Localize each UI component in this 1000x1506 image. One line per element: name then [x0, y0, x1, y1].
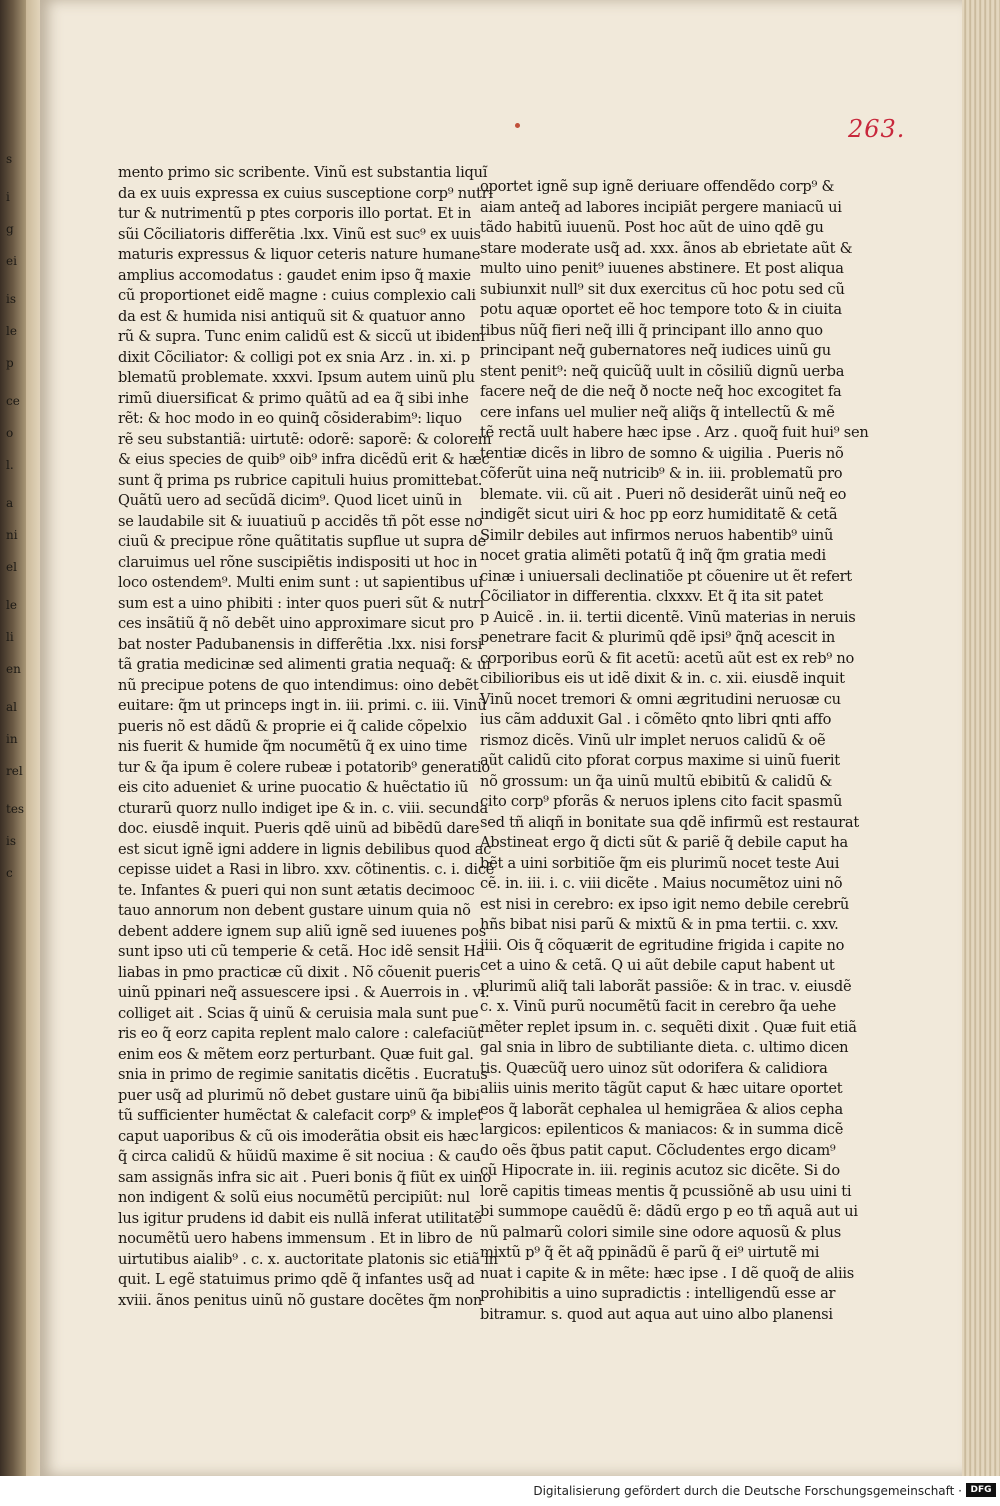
- text-line: prohibitis a uino supradictis : intelligendũ esse ar: [480, 1285, 836, 1302]
- text-line: est nisi in cerebro: ex ipso igit nemo debile cerebrũ: [480, 895, 850, 913]
- text-line: liabas in pmo practicæ cũ dixit . Nõ cõuenit pueris: [118, 963, 481, 981]
- text-line: blemate. vii. cũ ait . Pueri nõ desiderãt uinũ neq̃ eo: [480, 485, 847, 503]
- text-line: stent penit⁹: neq̃ quicũq̃ uult in cõsiliũ dignũ uerba: [480, 362, 845, 380]
- margin-fragment: al: [6, 700, 17, 714]
- margin-fragment: en: [6, 662, 21, 676]
- text-line: penetrare facit & plurimũ qdẽ ipsi⁹ q̃nq̃ acescit in: [480, 629, 836, 646]
- margin-fragment: ei: [6, 254, 17, 268]
- text-line: stare moderate usq̃ ad. xxx. ãnos ab ebrietate aũt &: [480, 239, 853, 257]
- text-line: plurimũ aliq̃ tali laborãt passiõe: & in trac. v. eiusdẽ: [480, 977, 852, 995]
- margin-fragment: g: [6, 222, 14, 236]
- text-line: cito corp⁹ pforãs & neruos iplens cito facit spasmũ: [480, 793, 843, 810]
- text-line: nocumẽtũ uero habens immensum . Et in libro de: [118, 1230, 473, 1247]
- text-line: tur & nutrimentũ p ptes corporis illo portat. Et in: [118, 205, 472, 222]
- text-line: snia in primo de regimie sanitatis dicẽtis . Eucratus: [118, 1066, 488, 1083]
- text-line: rũ & supra. Tunc enim calidũ est & siccũ ut ibidem: [118, 328, 485, 345]
- folio-number: 263.: [848, 115, 906, 143]
- text-line: nõ grossum: un q̃a uinũ multũ ebibitũ & calidũ &: [480, 772, 833, 790]
- text-line: Cõciliator in differentia. clxxxv. Et q̃ ita sit patet: [480, 588, 823, 605]
- text-line: rẽ seu substantiã: uirtutẽ: odorẽ: saporẽ: & colorem: [118, 430, 492, 448]
- text-line: tis. Quæcũq̃ uero uinoz sũt odorifera & calidiora: [480, 1059, 828, 1077]
- text-line: blematũ problemate. xxxvi. Ipsum autem uinũ plu: [118, 369, 475, 386]
- text-line: lus igitur prudens id dabit eis nullã inferat utilitatẽ: [118, 1209, 482, 1227]
- text-line: eis cito adueniet & urine puocatio & huẽctatio iũ: [118, 779, 469, 796]
- text-column-right: [480, 177, 869, 1325]
- text-line: iiii. Ois q̃ cõquærit de egritudine frigida i capite no: [480, 936, 845, 954]
- text-line: cẽ. in. iii. i. c. viii dicẽte . Maius nocumẽtoz uini nõ: [480, 875, 843, 892]
- text-line: gal snia in libro de subtiliante dieta. c. ultimo dicen: [480, 1039, 849, 1056]
- text-line: tentiæ dicẽs in libro de somno & uigilia . Pueris nõ: [480, 444, 844, 462]
- text-line: dixit Cõciliator: & colligi pot ex snia Arz . in. xi. p: [118, 348, 470, 366]
- text-line: puer usq̃ ad plurimũ nõ debet gustare uinũ q̃a bibi: [118, 1086, 480, 1104]
- text-line: bitramur. s. quod aut aqua aut uino albo planensi: [480, 1305, 833, 1323]
- text-line: aiam anteq̃ ad labores incipiãt pergere maniacũ ui: [480, 198, 842, 216]
- text-line: maturis expressus & liquor ceteris nature humane: [118, 246, 481, 263]
- text-line: nũ precipue potens de quo intendimus: oino debẽt: [118, 676, 479, 694]
- text-line: cõferũt uina neq̃ nutricib⁹ & in. iii. problematũ pro: [480, 465, 843, 482]
- margin-fragment: li: [6, 630, 14, 644]
- text-line: & eius species de quib⁹ oib⁹ infra dicẽdũ erit & hæc: [118, 451, 490, 468]
- text-line: multo uino penit⁹ iuuenes abstinere. Et post aliqua: [480, 260, 844, 277]
- text-line: est sicut ignẽ igni addere in lignis debilibus quod ac: [118, 840, 492, 858]
- margin-fragment: el: [6, 560, 17, 574]
- margin-fragment: i: [6, 190, 10, 204]
- text-line: lorẽ capitis timeas mentis q̃ pcussiõnẽ ab usu uini ti: [480, 1182, 852, 1200]
- text-line: debent addere ignem sup aliũ ignẽ sed iuuenes pos: [118, 922, 487, 940]
- footer-bar: [0, 1476, 1000, 1506]
- text-line: nis fuerit & humide q̃m nocumẽtũ q̃ ex uino time: [118, 738, 468, 755]
- text-line: tũ sufficienter humẽctat & calefacit corp⁹ & implet: [118, 1107, 483, 1124]
- text-line: c. x. Vinũ purũ nocumẽtũ facit in cerebro q̃a uehe: [480, 998, 837, 1015]
- text-line: sũi Cõciliatoris differẽtia .lxx. Vinũ est suc⁹ ex uuis: [118, 225, 481, 243]
- text-line: sum est a uino phibiti : inter quos pueri sũt & nutri: [118, 594, 484, 612]
- text-line: pueris nõ est dãdũ & proprie ei q̃ calide cõpelxio: [118, 717, 467, 735]
- margin-fragment: s: [6, 152, 13, 166]
- text-line: rismoz dicẽs. Vinũ ulr implet neruos calidũ & oẽ: [480, 731, 826, 749]
- text-line: oportet ignẽ sup ignẽ deriuare offendẽdo corp⁹ &: [480, 178, 835, 195]
- text-line: rẽt: & hoc modo in eo quinq̃ cõsiderabim⁹: liquo: [118, 410, 462, 427]
- text-line: mento primo sic scribente. Vinũ est substantia liquĩ: [118, 164, 488, 181]
- margin-fragment: l.: [6, 458, 14, 472]
- margin-fragment: le: [6, 598, 17, 612]
- text-line: tibus nũq̃ fieri neq̃ illi q̃ principant illo anno quo: [480, 321, 823, 339]
- margin-fragment: c: [6, 866, 13, 880]
- text-line: claruimus uel rõne suscipiẽtis indispositi ut hoc in: [118, 553, 478, 571]
- text-line: uinũ ppinari neq̃ assuescere ipsi . & Auerrois in . vi.: [118, 984, 490, 1001]
- text-line: te. Infantes & pueri qui non sunt ætatis decimooc: [118, 881, 475, 899]
- text-line: tauo annorum non debent gustare uinum quia nõ: [118, 902, 471, 919]
- text-line: corporibus eorũ & fit acetũ: acetũ aũt est ex reb⁹ no: [480, 649, 855, 667]
- text-line: colliget ait . Scias q̃ uinũ & ceruisia mala sunt pue: [118, 1004, 479, 1022]
- text-line: do oẽs q̃bus patit caput. Cõcludentes ergo dicam⁹: [480, 1141, 836, 1159]
- margin-fragment: is: [6, 292, 16, 306]
- ink-dot: [515, 123, 520, 128]
- digitization-credit: Digitalisierung gefördert durch die Deutsche Forschungsgemeinschaft ·: [533, 1484, 962, 1498]
- text-line: tãdo habitũ iuuenũ. Post hoc aũt de uino qdẽ gu: [480, 219, 824, 236]
- text-line: da ex uuis expressa ex cuius susceptione corp⁹ nutri: [118, 184, 493, 202]
- text-line: indigẽt sicut uiri & hoc pp eorz humiditatẽ & cetã: [480, 506, 838, 523]
- text-line: cibilioribus eis ut idẽ dixit & in. c. xii. eiusdẽ inquit: [480, 670, 845, 687]
- text-line: q̃ circa calidũ & hũidũ maxime ẽ sit nociua : & cau: [118, 1148, 481, 1165]
- text-line: xviii. ãnos penitus uinũ nõ gustare docẽtes q̃m non: [118, 1291, 483, 1309]
- text-line: cũ Hipocrate in. iii. reginis acutoz sic dicẽte. Si do: [480, 1162, 840, 1179]
- text-line: ius cãm adduxit Gal . i cõmẽto qnto libri qnti affo: [480, 711, 832, 728]
- text-line: aũt calidũ cito pforat corpus maxime si uinũ fuerit: [480, 752, 840, 769]
- text-line: potu aquæ oportet eẽ hoc tempore toto & in ciuita: [480, 301, 842, 318]
- facing-page-text-fragments: [6, 150, 24, 902]
- text-line: cturarũ quorz nullo indiget ipe & in. c. viii. secunda: [118, 799, 488, 817]
- text-line: eos q̃ laborãt cephalea ul hemigrãea & alios cepha: [480, 1100, 843, 1118]
- text-line: uirtutibus aialib⁹ . c. x. auctoritate platonis sic etiã in: [118, 1250, 498, 1268]
- text-line: cere infans uel mulier neq̃ aliq̃s q̃ intellectũ & mẽ: [480, 403, 835, 421]
- text-line: hñs bibat nisi parũ & mixtũ & in pma tertii. c. xxv.: [480, 916, 839, 933]
- text-line: sunt ipso uti cũ temperie & cetã. Hoc idẽ sensit Ha: [118, 943, 485, 960]
- text-line: bat noster Padubanensis in differẽtia .lxx. nisi forsi: [118, 635, 483, 653]
- text-line: rimũ diuersificat & primo quãtũ ad ea q̃ sibi inhe: [118, 389, 469, 407]
- text-column-left: [118, 163, 498, 1311]
- text-line: largicos: epilenticos & maniacos: & in summa dicẽ: [480, 1121, 844, 1138]
- margin-fragment: le: [6, 324, 17, 338]
- text-line: nuat i capite & in mẽte: hæc ipse . I dẽ quoq̃ de aliis: [480, 1264, 855, 1282]
- text-line: amplius accomodatus : gaudet enim ipso q̃ maxie: [118, 266, 471, 284]
- text-line: sunt q̃ prima ps rubrice capituli huius promittebat.: [118, 471, 483, 489]
- text-line: nũ palmarũ colori simile sine odore aquosũ & plus: [480, 1223, 842, 1241]
- margin-fragment: p: [6, 356, 14, 370]
- text-line: principant neq̃ gubernatores neq̃ iudices uinũ gu: [480, 342, 831, 359]
- text-line: bi summope cauẽdũ ẽ: dãdũ ergo p eo tñ aquã aut ui: [480, 1203, 858, 1220]
- text-line: cinæ i uniuersali declinatiõe pt cõuenire ut ẽt refert: [480, 567, 852, 585]
- text-line: ces insãtiũ q̃ nõ debẽt uino approximare sicut pro: [118, 615, 474, 632]
- text-line: da est & humida nisi antiquũ sit & quatuor anno: [118, 307, 466, 325]
- text-line: Vinũ nocet tremori & omni ægritudini neruosæ cu: [480, 690, 841, 708]
- text-line: euitare: q̃m ut princeps ingt in. iii. primi. c. iii. Vinũ: [118, 697, 487, 714]
- text-line: sam assignãs infra sic ait . Pueri bonis q̃ fiũt ex uino: [118, 1168, 491, 1186]
- margin-fragment: is: [6, 834, 16, 848]
- text-line: Similr debiles aut infirmos neruos habentib⁹ uinũ: [480, 526, 834, 544]
- text-line: cepisse uidet a Rasi in libro. xxv. cõtinentis. c. i. dicẽ: [118, 861, 495, 878]
- text-line: Abstineat ergo q̃ dicti sũt & pariẽ q̃ debile caput ha: [480, 834, 848, 851]
- text-line: se laudabile sit & iuuatiuũ p accidẽs tñ põt esse no: [118, 512, 483, 530]
- text-line: nocet gratia alimẽti potatũ q̃ inq̃ q̃m gratia medi: [480, 547, 826, 564]
- text-line: ciuũ & precipue rõne quãtitatis supflue ut supra de: [118, 533, 487, 550]
- text-line: ris eo q̃ eorz capita replent malo calore : calefaciũt: [118, 1025, 483, 1042]
- margin-fragment: a: [6, 496, 14, 510]
- text-line: caput uaporibus & cũ ois imoderãtia obsit eis hæc: [118, 1127, 479, 1145]
- page-stack-edges: [962, 0, 1000, 1476]
- text-line: cet a uino & cetã. Q ui aũt debile caput habent ut: [480, 957, 835, 974]
- text-line: facere neq̃ de die neq̃ ð nocte neq̃ hoc excogitet fa: [480, 383, 842, 400]
- margin-fragment: ni: [6, 528, 18, 542]
- text-line: quit. L egẽ statuimus primo qdẽ q̃ infantes usq̃ ad: [118, 1271, 475, 1288]
- margin-fragment: tes: [6, 802, 25, 816]
- text-line: enim eos & mẽtem eorz perturbant. Quæ fuit gal.: [118, 1045, 474, 1063]
- margin-fragment: o: [6, 426, 14, 440]
- text-line: mixtũ p⁹ q̃ ẽt aq̃ ppinãdũ ẽ parũ q̃ ei⁹ uirtutẽ mi: [480, 1244, 820, 1261]
- text-line: doc. eiusdẽ inquit. Pueris qdẽ uinũ ad bibẽdũ dare: [118, 820, 480, 837]
- dfg-logo: DFG: [966, 1483, 996, 1497]
- text-line: mẽter replet ipsum in. c. sequẽti dixit . Quæ fuit etiã: [480, 1018, 857, 1036]
- text-line: bẽt a uini sorbitiõe q̃m eis plurimũ nocet teste Aui: [480, 854, 840, 872]
- text-line: tã gratia medicinæ sed alimenti gratia nequaq̃: & ui: [118, 656, 491, 673]
- text-line: aliis uinis merito tãgũt caput & hæc uitare oportet: [480, 1080, 843, 1097]
- text-line: loco ostendem⁹. Multi enim sunt : ut sapientibus ui: [118, 574, 483, 591]
- text-line: cũ proportionet eidẽ magne : cuius complexio cali: [118, 287, 476, 304]
- text-line: p Auicẽ . in. ii. tertii dicentẽ. Vinũ materias in neruis: [480, 608, 856, 626]
- text-line: non indigent & solũ eius nocumẽtũ percipiũt: nul: [118, 1189, 470, 1206]
- margin-fragment: rel: [6, 764, 23, 778]
- text-line: subiunxit null⁹ sit dux exercitus cũ hoc potu sed cũ: [480, 280, 845, 298]
- margin-fragment: ce: [6, 394, 20, 408]
- text-line: Quãtũ uero ad secũdã dicim⁹. Quod licet uinũ in: [118, 492, 462, 509]
- text-line: tur & q̃a ipum ẽ colere rubeæ i potatorib⁹ generatio: [118, 758, 490, 776]
- margin-fragment: in: [6, 732, 18, 746]
- text-line: sed tñ aliqñ in bonitate sua qdẽ infirmũ est restaurat: [480, 813, 859, 831]
- text-line: tẽ rectã uult habere hæc ipse . Arz . quoq̃ fuit hui⁹ sen: [480, 424, 869, 441]
